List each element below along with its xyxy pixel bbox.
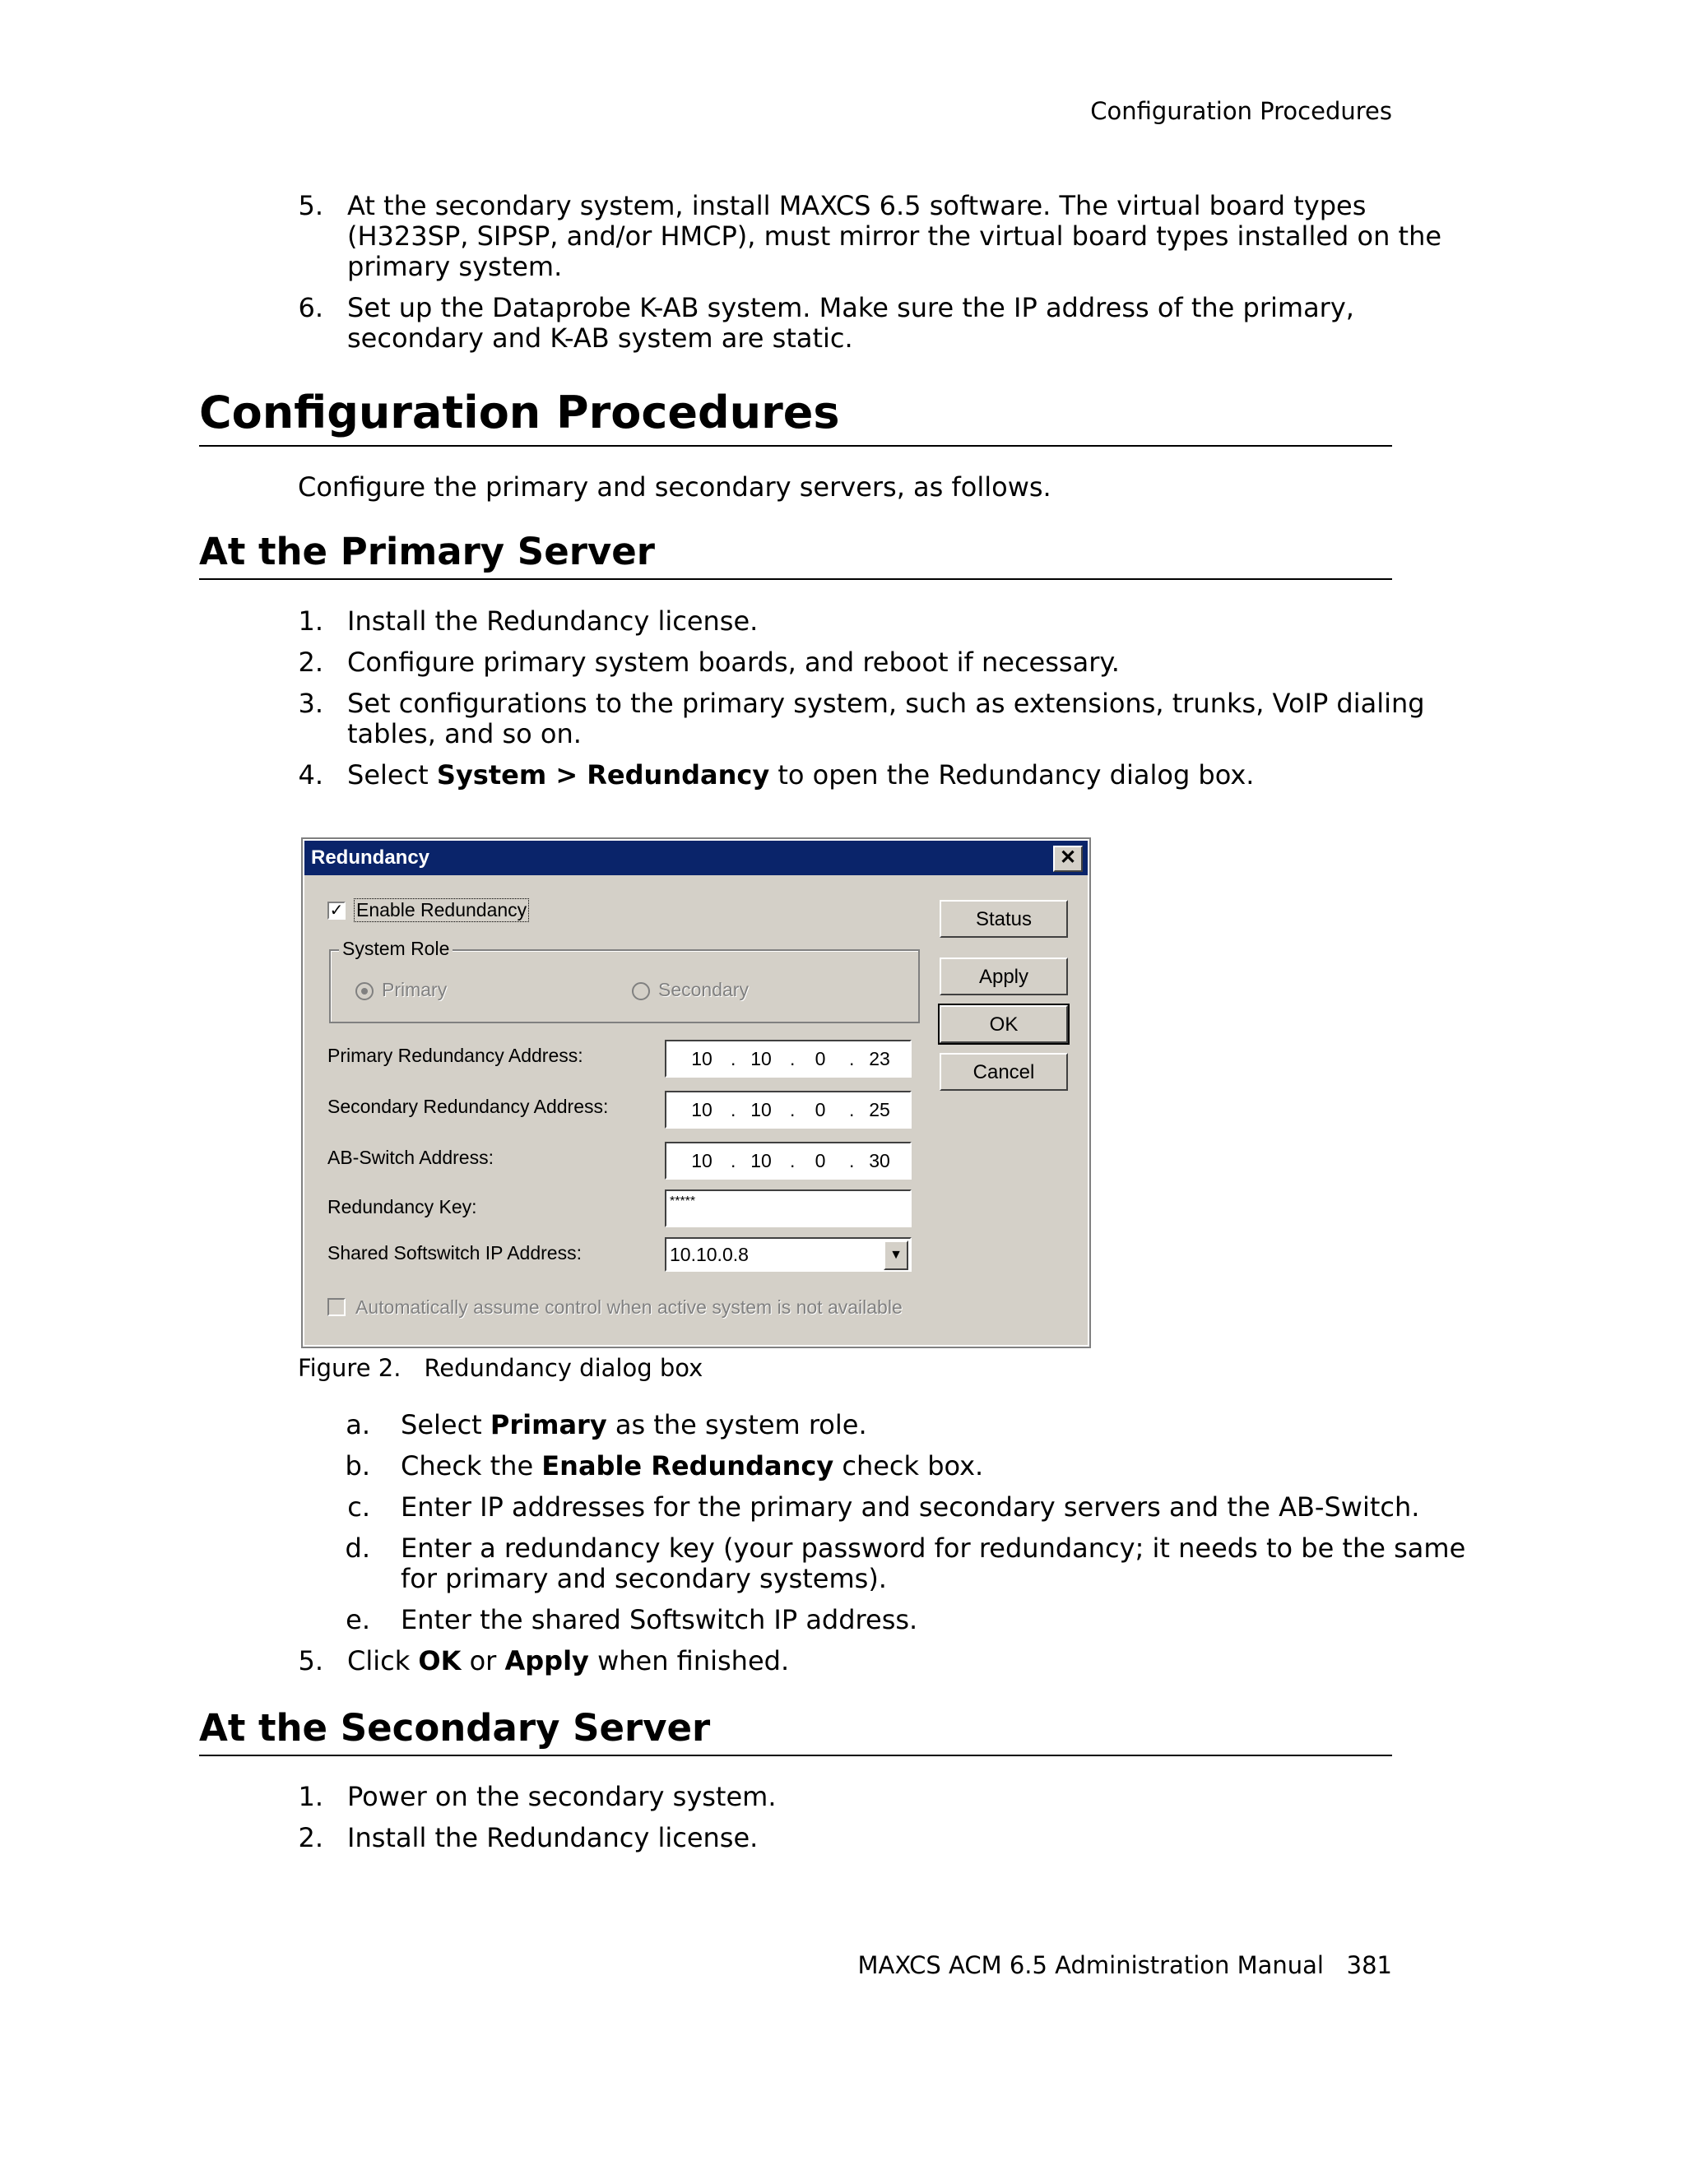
ok-button[interactable]: OK [940,1005,1068,1043]
substep-text: Enter IP addresses for the primary and secondary servers and the AB-Switch. [401,1491,1420,1523]
ip-octet: 10 [750,1150,772,1171]
primary-server-heading: At the Primary Server [199,530,1392,580]
system-role-label: System Role [339,938,453,960]
secondary-address-label: Secondary Redundancy Address: [327,1096,609,1117]
secondary-address-input[interactable]: 10 . 10 . 0 . 25 [665,1091,912,1129]
chevron-down-icon[interactable]: ▼ [884,1240,908,1270]
step-number: 3. [298,688,323,719]
step-number: 4. [298,759,323,791]
substep-text-line: Enter a redundancy key (your password for redundancy; it needs to be the same [401,1533,1466,1564]
figure-caption-text: Redundancy dialog box [424,1354,703,1382]
dialog-title: Redundancy [311,846,430,869]
ip-octet: 0 [815,1048,826,1069]
step-text-line: tables, and so on. [347,718,582,749]
substep-letter: b. [345,1450,370,1482]
close-icon[interactable]: ✕ [1053,846,1083,872]
secondary-radio[interactable] [632,982,650,1000]
cancel-button[interactable]: Cancel [940,1053,1068,1091]
ip-octet: 10 [750,1099,772,1120]
step-text: Install the Redundancy license. [347,1822,759,1853]
manual-title: MAXCS ACM 6.5 Administration Manual [857,1951,1324,1979]
primary-address-input[interactable]: 10 . 10 . 0 . 23 [665,1040,912,1078]
substep-letter: e. [346,1604,370,1635]
auto-assume-label: Automatically assume control when active system is not available [355,1296,903,1318]
enable-redundancy-label[interactable]: Enable Redundancy [354,898,529,922]
figure-caption [298,1354,703,1382]
redundancy-dialog [303,839,1089,1347]
step-number: 1. [298,605,323,637]
step-text: Select System > Redundancy to open the Redundancy dialog box. [347,759,1255,791]
step-number: 5. [298,1645,323,1676]
ip-octet: 25 [869,1099,890,1120]
step-text: Click OK or Apply when finished. [347,1645,790,1676]
ip-octet: 10 [691,1099,713,1120]
section-heading: Configuration Procedures [199,387,1392,447]
step-text: Configure primary system boards, and reboot if necessary. [347,647,1120,678]
running-header: Configuration Procedures [1090,97,1392,125]
substep-letter: d. [345,1533,370,1564]
substep-text-line: for primary and secondary systems). [401,1563,887,1594]
step-number: 2. [298,647,323,678]
abswitch-address-input[interactable]: 10 . 10 . 0 . 30 [665,1142,912,1180]
apply-button[interactable]: Apply [940,958,1068,995]
substep-text: Check the Enable Redundancy check box. [401,1450,984,1482]
primary-radio[interactable] [355,982,374,1000]
ip-octet: 30 [869,1150,890,1171]
ip-octet: 10 [691,1048,713,1069]
primary-radio-label: Primary [382,979,448,1000]
substep-letter: a. [346,1409,370,1440]
step-text-line: Set up the Dataprobe K-AB system. Make sure the IP address of the primary, [347,292,1354,323]
step-number: 2. [298,1822,323,1853]
secondary-radio-label: Secondary [658,979,749,1000]
substep-text: Select Primary as the system role. [401,1409,867,1440]
primary-address-label: Primary Redundancy Address: [327,1045,583,1066]
softswitch-ip-label: Shared Softswitch IP Address: [327,1242,582,1264]
substep-letter: c. [347,1491,370,1523]
redundancy-key-label: Redundancy Key: [327,1196,477,1217]
step-number: 1. [298,1781,323,1812]
figure-label: Figure 2. [298,1354,402,1382]
softswitch-ip-value: 10.10.0.8 [670,1244,749,1265]
status-button[interactable]: Status [940,900,1068,938]
ip-octet: 0 [815,1150,826,1171]
ip-octet: 0 [815,1099,826,1120]
step-text-line: (H323SP, SIPSP, and/or HMCP), must mirror the virtual board types installed on the [347,220,1442,252]
redundancy-key-input[interactable]: ***** [665,1189,912,1227]
step-number: 6. [298,292,323,323]
section-intro: Configure the primary and secondary servers, as follows. [298,471,1051,503]
abswitch-address-label: AB-Switch Address: [327,1147,494,1168]
step-text-line: primary system. [347,251,563,282]
auto-assume-checkbox[interactable] [327,1298,346,1316]
ip-octet: 10 [691,1150,713,1171]
dialog-title-bar [304,841,1088,875]
step-number: 5. [298,190,323,221]
page-number: 381 [1346,1951,1392,1979]
step-text: Install the Redundancy license. [347,605,759,637]
softswitch-ip-select[interactable] [665,1237,912,1272]
page-footer [858,1951,1392,1979]
ip-octet: 10 [750,1048,772,1069]
substep-text: Enter the shared Softswitch IP address. [401,1604,918,1635]
step-text: Power on the secondary system. [347,1781,777,1812]
secondary-server-heading: At the Secondary Server [199,1706,1392,1756]
step-text-line: Set configurations to the primary system, such as extensions, trunks, VoIP dialing [347,688,1425,719]
ip-octet: 23 [869,1048,890,1069]
step-text-line: At the secondary system, install MAXCS 6.5 software. The virtual board types [347,190,1367,221]
enable-redundancy-checkbox[interactable]: ✓ [327,902,346,920]
step-text-line: secondary and K-AB system are static. [347,322,853,354]
